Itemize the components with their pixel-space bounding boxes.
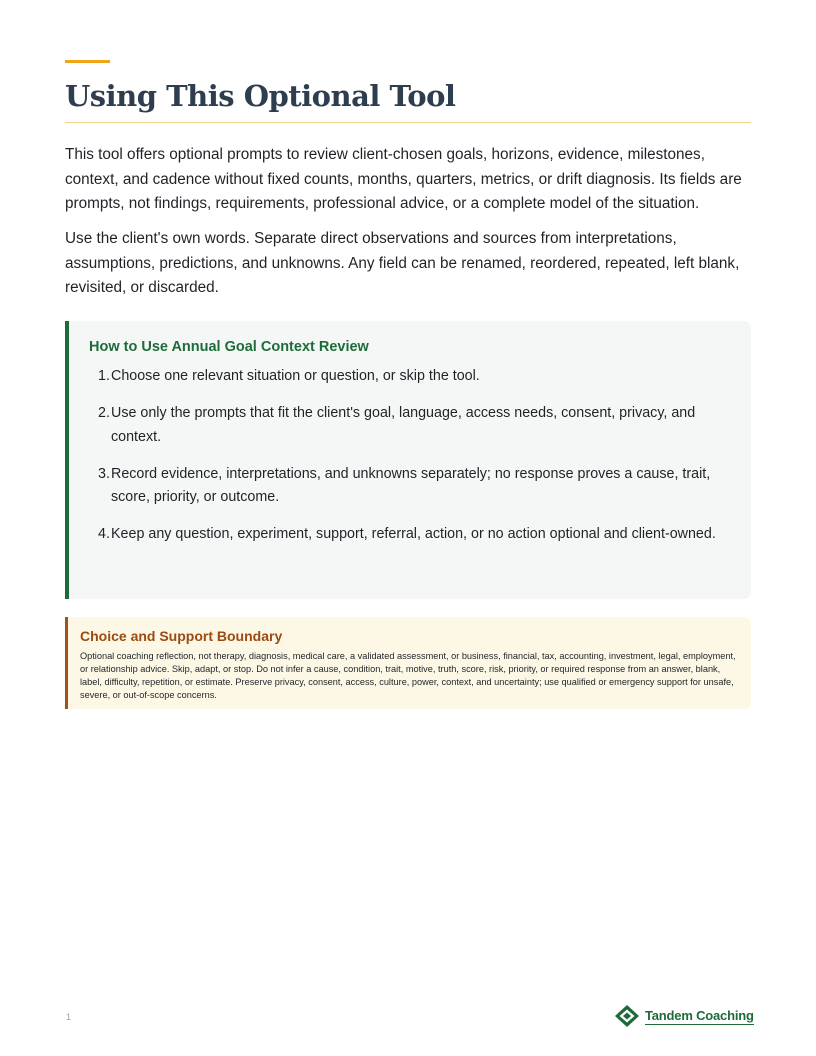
step-text: Keep any question, experiment, support, referral, action, or no action optional and client-owned. [111,526,716,542]
intro-paragraph-1: This tool offers optional prompts to review client-chosen goals, horizons, evidence, milestones, context, and cadence without fixed counts, months, quarters, metrics, or drift diagnosis. Its fields are prompts, not findings, requirements, professional advice, or a complete model of the situation. [65,146,742,212]
how-to-title: How to Use Annual Goal Context Review [89,339,369,355]
intro-paragraph-2: Use the client's own words. Separate direct observations and sources from interpretations, assumptions, predictions, and unknowns. Any field can be renamed, reordered, repeated, left blank, revisited, or discarded. [65,230,740,296]
step-number: 3. [98,465,110,482]
step-number: 1. [98,368,110,384]
step-text: Use only the prompts that fit the client's goal, language, access needs, consent, privacy, and context. [111,405,696,445]
page-title: Using This Optional Tool [65,79,456,113]
how-to-step [98,402,731,449]
brand-footer [614,1004,754,1028]
support-boundary-callout [65,617,751,709]
diamond-logo-icon [614,1004,640,1028]
how-to-step [98,365,731,389]
step-text: Choose one relevant situation or question, or skip the tool. [111,368,480,384]
title-divider [65,122,751,123]
step-text: Record evidence, interpretations, and unknowns separately; no response proves a cause, trait, score, priority, or outcome. [111,465,711,505]
boundary-title: Choice and Support Boundary [80,628,283,644]
step-number: 4. [98,526,110,542]
how-to-step [98,523,731,547]
how-to-callout [65,321,751,599]
step-number: 2. [98,405,110,421]
boundary-text: Optional coaching reflection, not therapy, diagnosis, medical care, a validated assessment, or business, financial, tax, accounting, investment, legal, employment, or relationship advice. Skip, adapt, or stop. Do not infer a cause, condition, trait, motive, truth, score, risk, priority, or required response from an answer, blank, label, difficulty, repetition, or estimate. Preserve privacy, consent, access, culture, power, context, and uncertainty; use qualified or emergency support for unsafe, severe, or out-of-scope concerns. [80,651,736,700]
page-number: 1 [66,1012,72,1022]
brand-name: Tandem Coaching [645,1007,754,1023]
how-to-steps-list [98,365,731,560]
title-accent-rule [65,60,110,63]
how-to-step [98,463,731,510]
